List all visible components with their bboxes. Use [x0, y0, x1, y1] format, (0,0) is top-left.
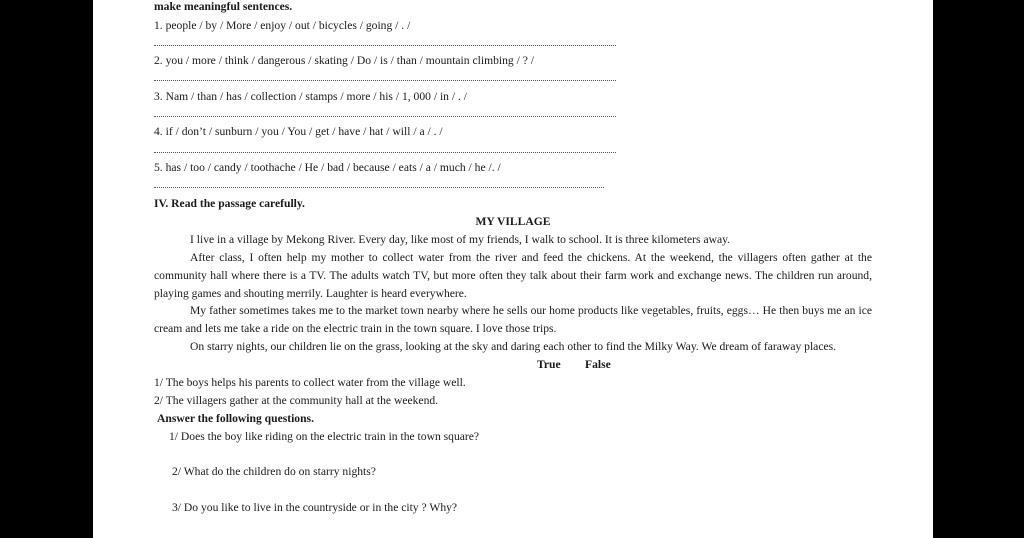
question-item: 3/ Do you like to live in the countryside or in the city ? Why?	[172, 501, 458, 514]
answer-line	[154, 43, 616, 46]
true-column-label: True	[537, 358, 561, 371]
false-column-label: False	[585, 358, 611, 371]
question-item: 2/ What do the children do on starry nights?	[172, 465, 376, 478]
answer-line	[154, 78, 616, 81]
answer-line	[154, 150, 616, 153]
passage-paragraph: I live in a village by Mekong River. Every day, like most of my friends, I walk to school. It is three kilometers away.	[190, 233, 731, 246]
answer-heading: Answer the following questions.	[157, 412, 314, 425]
passage-paragraph: My father sometimes takes me to the market town nearby where he sells our home products like vegetables, fruits, eggs… He then buys me an ice cream and lets me take a ride on the electric train in the town square. I love those trips.	[154, 304, 872, 335]
true-false-item: 2/ The villagers gather at the community hall at the weekend.	[154, 394, 439, 407]
true-false-item: 1/ The boys helps his parents to collect water from the village well.	[154, 376, 466, 389]
sentence-item: 2. you / more / think / dangerous / skating / Do / is / than / mountain climbing / ? /	[154, 54, 534, 67]
instruction-text: make meaningful sentences.	[154, 0, 293, 13]
passage-title: MY VILLAGE	[475, 215, 551, 228]
passage-paragraph: After class, I often help my mother to collect water from the river and feed the chickens. At the weekend, the villagers often gather at the community hall where there is a TV. The adults watch TV, but more often they talk about their farm work and exchange news. The children run around, playing games and shouting merrily. Laughter is heard everywhere.	[154, 251, 872, 300]
sentence-item: 5. has / too / candy / toothache / He / bad / because / eats / a / much / he /. /	[154, 161, 501, 174]
section-heading: IV. Read the passage carefully.	[154, 197, 305, 210]
passage-paragraph: On starry nights, our children lie on the grass, looking at the sky and daring each other to find the Milky Way. We dream of faraway places.	[190, 340, 837, 353]
question-item: 1/ Does the boy like riding on the electric train in the town square?	[169, 430, 480, 443]
worksheet-page	[93, 0, 933, 538]
answer-line	[154, 114, 616, 117]
answer-line	[154, 185, 604, 188]
sentence-item: 3. Nam / than / has / collection / stamps / more / his / 1, 000 / in / . /	[154, 90, 467, 103]
sentence-item: 1. people / by / More / enjoy / out / bicycles / going / . /	[154, 19, 411, 32]
sentence-item: 4. if / don’t / sunburn / you / You / get / have / hat / will / a / . /	[154, 125, 443, 138]
